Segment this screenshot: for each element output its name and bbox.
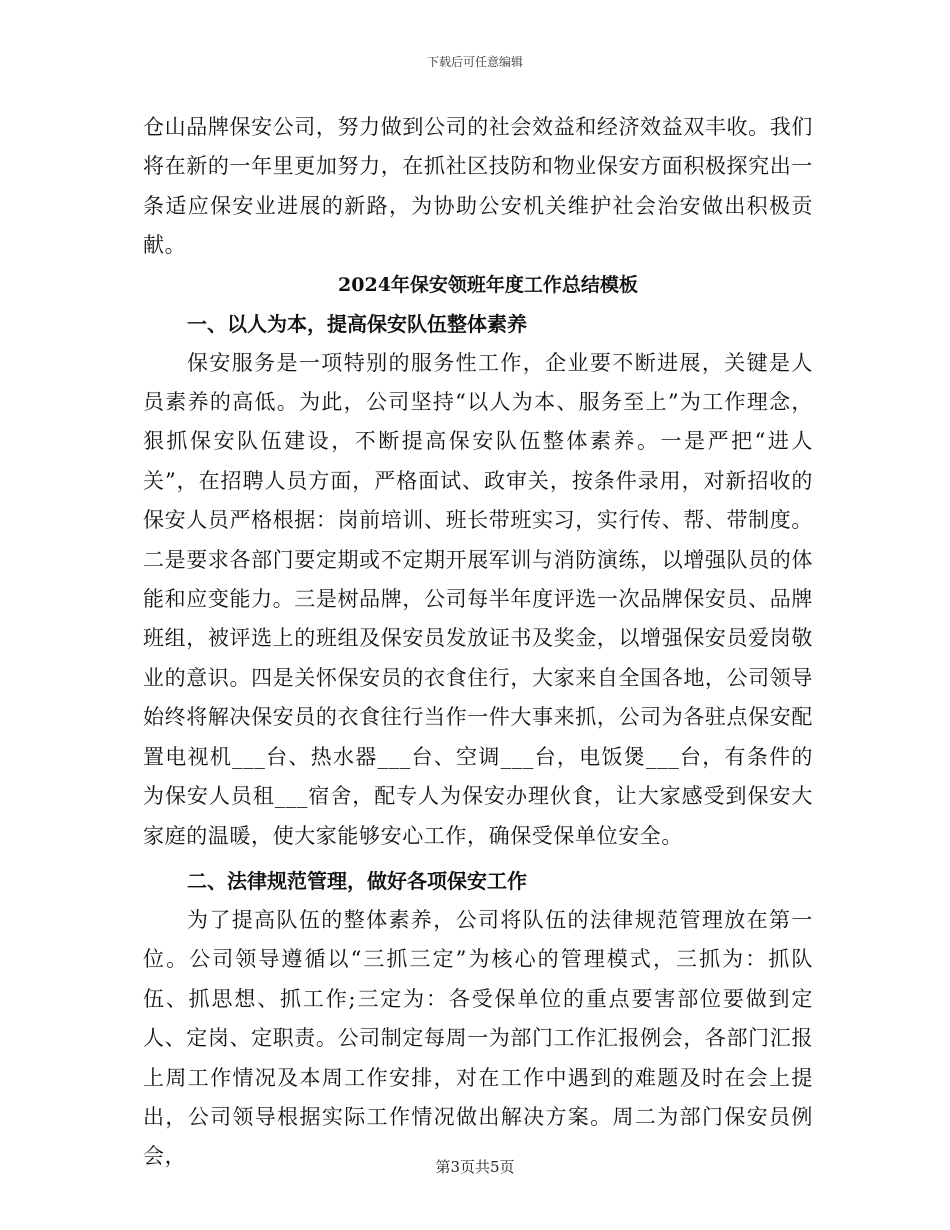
section-heading-2: 二、法律规范管理，做好各项保安工作: [187, 868, 527, 893]
paragraph-section-2: 为了提高队伍的整体素养，公司将队伍的法律规范管理放在第一位。公司领导遵循以“三抓三定”为核心的管理模式，三抓为：抓队伍、抓思想、抓工作;三定为：各受保单位的重点要害部位要做到定人、定岗、定职责。公司制定每周一为部门工作汇报例会，各部门汇报上周工作情况及本周工作安排，对在工作中遇到的难题及时在会上提出，公司领导根据实际工作情况做出解决方案。周二为部门保安员例会，: [143, 907, 813, 1169]
document-title: 2024年保安领班年度工作总结模板: [338, 273, 638, 296]
document-body: [143, 108, 813, 1177]
page-number-footer: 第3页共5页: [435, 1158, 515, 1176]
paragraph-section-1: 保安服务是一项特别的服务性工作，企业要不断进展，关键是人员素养的高低。为此，公司坚持“以人为本、服务至上”为工作理念，狠抓保安队伍建设，不断提高保安队伍整体素养。一是严把“进人关”，在招聘人员方面，严格面试、政审关，按条件录用，对新招收的保安人员严格根据：岗前培训、班长带班实习，实行传、帮、带制度。二是要求各部门要定期或不定期开展军训与消防演练，以增强队员的体能和应变能力。三是树品牌，公司每半年度评选一次品牌保安员、品牌班组，被评选上的班组及保安员发放证书及奖金，以增强保安员爱岗敬业的意识。四是关怀保安员的衣食住行，大家来自全国各地，公司领导始终将解决保安员的衣食往行当作一件大事来抓，公司为各驻点保安配置电视机___台、热水器___台、空调___台，电饭煲___台，有条件的为保安人员租___宿舍，配专人为保安办理伙食，让大家感受到保安大家庭的温暖，使大家能够安心工作，确保受保单位安全。: [143, 350, 813, 848]
page-header-note: 下载后可任意编辑: [426, 55, 523, 69]
paragraph-intro: 仓山品牌保安公司，努力做到公司的社会效益和经济效益双丰收。我们将在新的一年里更加努力，在抓社区技防和物业保安方面积极探究出一条适应保安业进展的新路，为协助公安机关维护社会治安做出积极贡献。: [143, 115, 813, 258]
section-heading-1: 一、以人为本，提高保安队伍整体素养: [187, 311, 527, 336]
